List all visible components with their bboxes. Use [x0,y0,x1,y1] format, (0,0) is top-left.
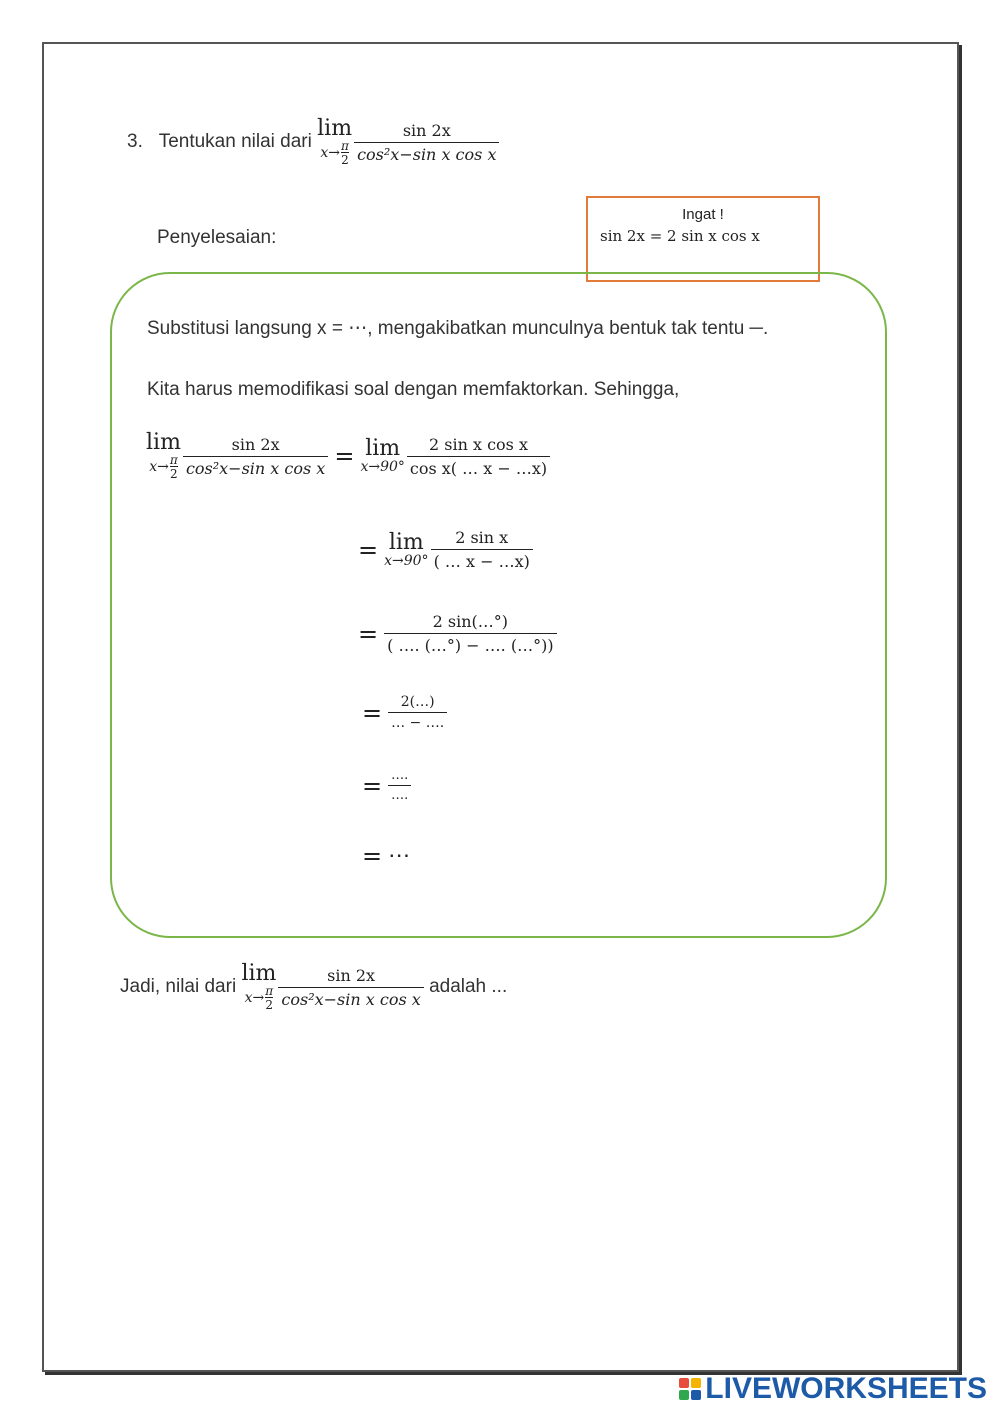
solution-box [110,272,887,938]
problem-statement [127,118,499,166]
reminder-title: Ingat ! [682,206,724,223]
conclusion-fraction: $\frac{\sin 2x}{\text{cos²x−sin x cos x}}$ [278,966,423,1009]
box-line-2: Kita harus memodifikasi soal dengan memfaktorkan. Sehingga, [147,379,680,400]
reminder-note [586,196,820,282]
step-5: = $\frac{\dots.}{\dots.}$ [356,768,411,803]
step-3-fraction: $\frac{2 \sin(\dots^\circ)}{( \dots. (\dots^\circ) - \dots. (\dots^\circ))}$ [384,612,556,655]
step-1-limit: lim x→ π 2 [146,430,181,481]
step-4-fraction: $\frac{2(\dots)}{\dots - \dots.}$ [388,694,447,731]
step-6-value: ⋯ [388,843,411,869]
step-2-fraction: $\frac{\text{2 sin x}}{( \dots x - \dots x)}$ [431,528,533,571]
reminder-formula: sin 2x = 2 sin x cos x [600,227,760,245]
step-6: = ⋯ [362,842,411,870]
step-1-lhs-fraction: $\frac{\sin 2x}{\text{cos²x−sin x cos x}}$ [183,435,328,478]
logo-tiles-icon [679,1378,701,1400]
step-5-fraction: $\frac{\dots.}{\dots.}$ [388,768,411,803]
step-1: lim x→ π 2 $\frac{\sin 2x}{\text{cos²x−sin x cos x}}$ = lim x→90° $\frac{\text{2 sin x cos x}}{\text{cos x( … x − …x)}}$ [146,432,550,480]
step-1-rhs-fraction: $\frac{\text{2 sin x cos x}}{\text{cos x( … x − …x)}}$ [407,435,550,478]
step-2: = lim x→90° $\frac{\text{2 sin x}}{( \dots x - \dots x)}$ [352,528,533,571]
conclusion-limit: lim x→ π 2 [241,961,277,1012]
step-4: = $\frac{2(\dots)}{\dots - \dots.}$ [356,694,447,731]
problem-prompt: Tentukan nilai dari [158,131,312,152]
step-3: = $\frac{2 \sin(\dots^\circ)}{( \dots. (\dots^\circ) - \dots. (\dots^\circ))}$ [352,612,557,655]
problem-fraction: $\frac{\sin 2x}{\text{cos²x−sin x cos x}}$ [354,121,499,164]
problem-number: 3. [127,131,143,153]
problem-limit: lim x→ π 2 [317,116,353,167]
solution-label: Penyelesaian: [157,227,277,248]
box-line-1: Substitusi langsung x = ⋯, mengakibatkan munculnya bentuk tak tentu ─. [147,318,769,339]
conclusion: Jadi, nilai dari lim x→ π 2 $\frac{\sin 2x}{\text{cos²x−sin x cos x}}$ adalah ... [120,961,508,1012]
step-1-rhs-limit: lim x→90° [360,436,405,475]
liveworksheets-logo: LIVEWORKSHEETS [679,1372,987,1406]
